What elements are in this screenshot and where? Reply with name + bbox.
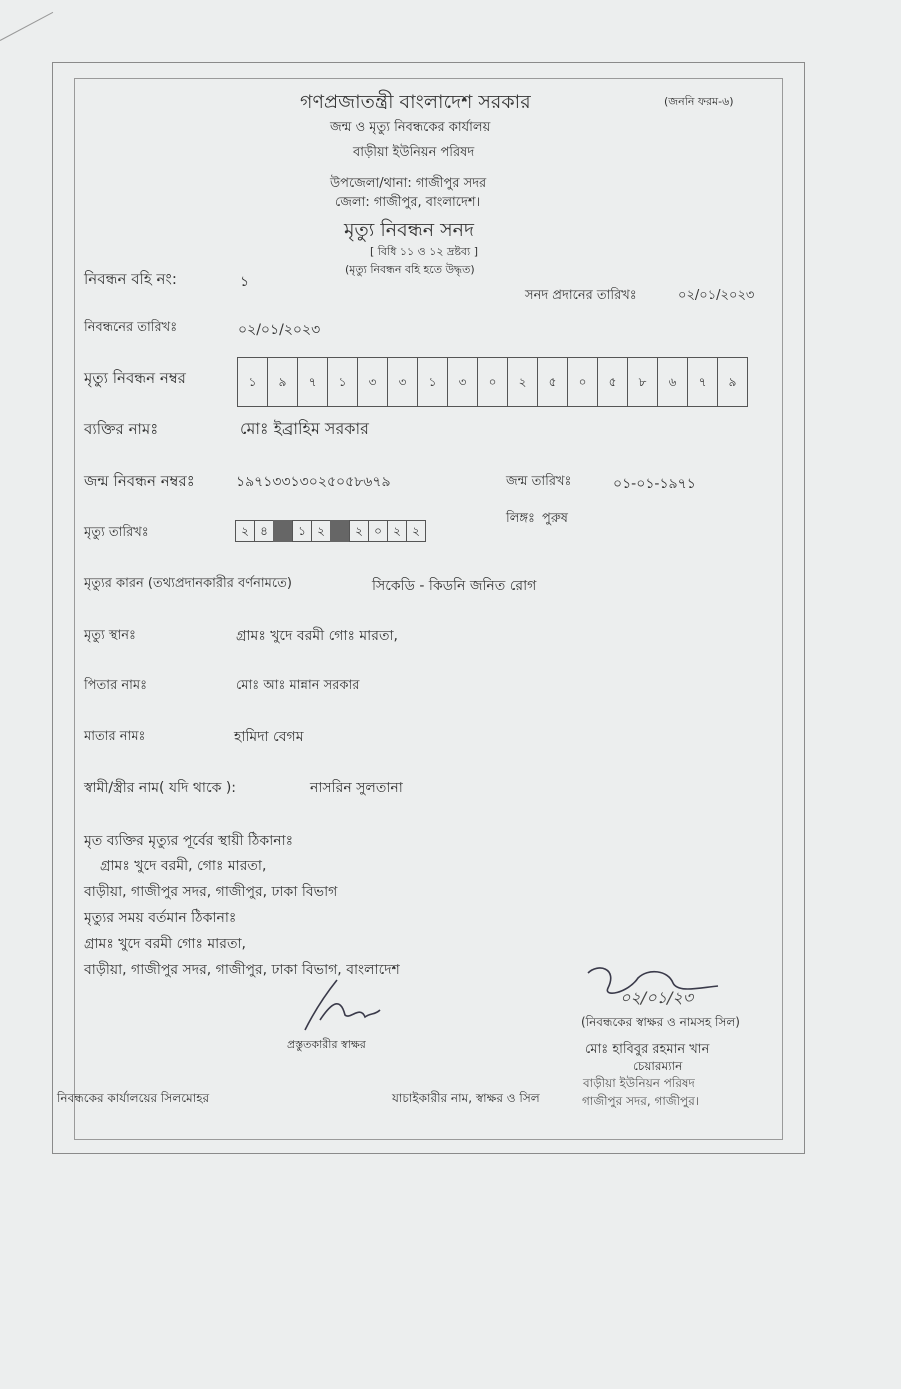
death-date-boxes [236,520,426,542]
birth-date-value: ০১-০১-১৯৭১ [613,476,696,492]
person-name-label: ব্যক্তির নামঃ [84,420,159,438]
permanent-address-line2: বাড়ীয়া, গাজীপুর সদর, গাজীপুর, ঢাকা বিভাগ [84,884,338,900]
spouse-label: স্বামী/স্ত্রীর নাম( যদি থাকে ): [84,780,237,796]
reg-digit: ১ [237,357,268,407]
cause-label: মৃত্যুর কারন (তথ্যপ্রদানকারীর বর্ণনামতে) [84,576,292,591]
mother-value: হামিদা বেগম [234,729,304,745]
death-place-value: গ্রামঃ খুদে বরমী গোঃ মারতা, [236,628,398,644]
reg-digit: ৯ [267,357,298,407]
present-address-line2: বাড়ীয়া, গাজীপুর সদর, গাজীপুর, ঢাকা বিভাগ, বাংলাদেশ [84,962,400,978]
issue-date-label: সনদ প্রদানের তারিখঃ [525,288,637,303]
reg-digit: ৫ [597,357,628,407]
form-number: (জননি ফরম-৬) [664,95,734,108]
certificate-title: মৃত্যু নিবন্ধন সনদ [344,219,475,241]
death-place-label: মৃত্যু স্থানঃ [84,628,136,643]
reg-digit: ৯ [717,357,748,407]
reg-digit: ৮ [627,357,658,407]
registrar-title: চেয়ারম্যান [633,1059,683,1073]
register-book-value: ১ [240,274,250,290]
reg-digit: ০ [477,357,508,407]
date-digit: ০ [368,520,388,542]
present-address-line1: গ্রামঃ খুদে বরমী গোঃ মারতা, [84,936,246,952]
father-value: মোঃ আঃ মান্নান সরকার [236,678,360,693]
reg-digit: ১ [417,357,448,407]
union-title: বাড়ীয়া ইউনিয়ন পরিষদ [353,145,475,160]
father-label: পিতার নামঃ [84,678,148,693]
present-address-label: মৃত্যুর সময় বর্তমান ঠিকানাঃ [84,910,237,926]
preparer-signature [285,975,385,1035]
gender-value: পুরুষ [542,511,568,526]
date-digit: ২ [387,520,407,542]
date-digit: ২ [349,520,369,542]
date-digit: ২ [406,520,426,542]
death-date-label: মৃত্যু তারিখঃ [84,525,149,540]
registration-date-value: ০২/০১/২০২৩ [238,322,321,338]
issue-date-value: ০২/০১/২০২৩ [678,288,755,303]
upazila-line: উপজেলা/থানা: গাজীপুর সদর [330,176,487,191]
birth-reg-no-label: জন্ম নিবন্ধন নম্বরঃ [84,472,195,490]
registrar-name: মোঃ হাবিবুর রহমান খান [585,1042,710,1057]
person-name-value: মোঃ ইব্রাহিম সরকার [240,419,369,438]
reg-digit: ৩ [387,357,418,407]
government-title: গণপ্রজাতন্ত্রী বাংলাদেশ সরকার [300,91,531,113]
rule-reference: [ বিধি ১১ ও ১২ দ্রষ্টব্য ] [370,245,479,258]
birth-date-label: জন্ম তারিখঃ [506,474,572,489]
page-edge-mark [0,12,53,41]
spouse-value: নাসরিন সুলতানা [310,780,403,796]
register-book-label: নিবন্ধন বহি নং: [84,270,177,288]
reg-digit: ৭ [687,357,718,407]
district-line: জেলা: গাজীপুর, বাংলাদেশ। [335,195,481,210]
reg-digit: ৩ [447,357,478,407]
date-digit: ৪ [254,520,274,542]
registration-date-label: নিবন্ধনের তারিখঃ [84,320,178,335]
permanent-address-label: মৃত ব্যক্তির মৃত্যুর পূর্বের স্থায়ী ঠিকানাঃ [84,833,294,849]
mother-label: মাতার নামঃ [84,729,146,744]
date-digit: ২ [311,520,331,542]
reg-digit: ৫ [537,357,568,407]
preparer-sign-label: প্রস্তুতকারীর স্বাক্ষর [287,1038,366,1051]
registrar-union: বাড়ীয়া ইউনিয়ন পরিষদ [583,1076,695,1090]
permanent-address-line1: গ্রামঃ খুদে বরমী, গোঃ মারতা, [100,858,267,874]
birth-reg-no-value: ১৯৭১৩৩১৩০২৫০৫৮৬৭৯ [236,474,391,490]
source-note: (মৃত্যু নিবন্ধন বহি হতে উদ্ধৃত) [345,263,475,276]
reg-digit: ৩ [357,357,388,407]
registrar-sign-label: (নিবন্ধকের স্বাক্ষর ও নামসহ সিল) [581,1015,740,1029]
office-seal-label: নিবন্ধকের কার্যালয়ের সিলমোহর [57,1091,210,1105]
death-reg-no-label: মৃত্যু নিবন্ধন নম্বর [84,369,186,387]
gender-label: লিঙ্গঃ [506,511,535,526]
death-reg-no-boxes [238,357,748,407]
reg-digit: ২ [507,357,538,407]
date-digit: ২ [235,520,255,542]
cause-value: সিকেডি - কিডনি জনিত রোগ [372,578,537,594]
reg-digit: ১ [327,357,358,407]
registrar-location: গাজীপুর সদর, গাজীপুর। [582,1094,700,1108]
date-digit: ১ [292,520,312,542]
signature-date: ০২/০১/২৩ [620,988,694,1007]
reg-digit: ০ [567,357,598,407]
date-separator [273,520,293,542]
date-separator [330,520,350,542]
verifier-label: যাচাইকারীর নাম, স্বাক্ষর ও সিল [392,1091,540,1105]
reg-digit: ৭ [297,357,328,407]
office-title: জন্ম ও মৃত্যু নিবন্ধকের কার্যালয় [330,120,491,135]
reg-digit: ৬ [657,357,688,407]
